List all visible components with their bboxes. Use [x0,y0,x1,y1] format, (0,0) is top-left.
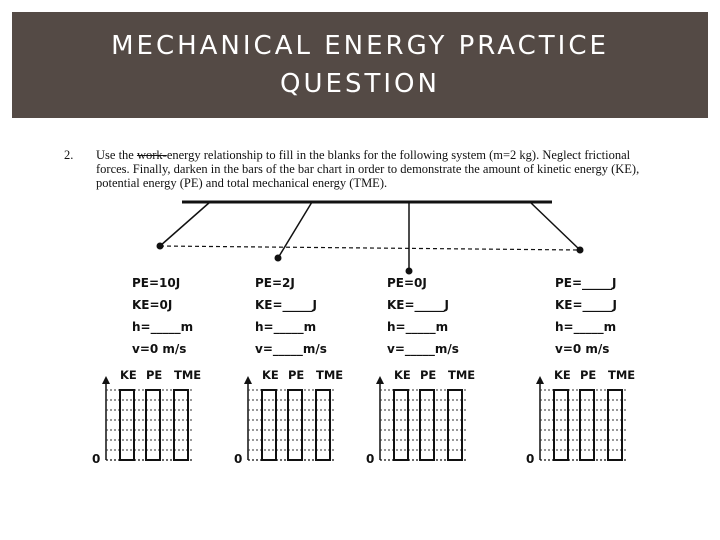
zero-label: 0 [92,452,101,466]
struck-word: work- [136,148,167,162]
zero-label: 0 [526,452,535,466]
ke-header: KE [120,368,137,382]
y-axis-arrow-icon [376,376,384,384]
ke-value: KE=_____J [555,298,618,312]
position-4-values [555,272,617,360]
tme-bar-outline [448,390,462,460]
bar-chart-frame [524,368,644,468]
zero-label: 0 [366,452,375,466]
pe-bar-outline [580,390,594,460]
y-axis-arrow-icon [102,376,110,384]
title-line-2: QUESTION [280,69,440,99]
question-text-rest: energy relationship to fill in the blanks for the following system (m=2 kg). Neglect frictional forces. Finally, darken in the bars of the bar chart in order to demonstrate the amount of kinetic energy (KE), potential energy (PE) and total mechanical energy (TME). [96,148,640,190]
pe-value: PE=0J [387,276,427,290]
pe-header: PE [580,368,597,382]
string-4 [530,202,580,250]
ball-position-1 [157,243,164,250]
ke-value: KE=_____J [387,298,450,312]
bar-chart-3 [364,368,484,468]
pe-bar-outline [420,390,434,460]
velocity-value: v=0 m/s [555,342,610,356]
bar-chart-1 [90,368,210,468]
height-value: h=_____m [387,320,449,334]
bar-chart-2 [232,368,352,468]
pe-header: PE [420,368,437,382]
velocity-value: v=_____m/s [255,342,327,356]
tme-header: TME [174,368,202,382]
bar-chart-frame [232,368,352,468]
pe-header: PE [146,368,163,382]
pe-header: PE [288,368,305,382]
ke-header: KE [262,368,279,382]
bar-chart-frame [90,368,210,468]
ke-header: KE [554,368,571,382]
ke-value: KE=_____J [255,298,318,312]
y-axis-arrow-icon [536,376,544,384]
height-value: h=_____m [555,320,617,334]
height-value: h=_____m [255,320,317,334]
pe-value: PE=2J [255,276,295,290]
string-2 [278,202,312,258]
height-reference-line [160,246,580,250]
pe-value: PE=_____J [555,276,617,290]
position-1-values [132,272,193,360]
ke-header: KE [394,368,411,382]
string-1 [160,202,210,246]
pe-bar-outline [288,390,302,460]
pe-bar-outline [146,390,160,460]
tme-bar-outline [316,390,330,460]
tme-header: TME [316,368,344,382]
ball-position-4 [577,247,584,254]
height-value: h=_____m [132,320,194,334]
tme-bar-outline [174,390,188,460]
ball-position-2 [275,255,282,262]
velocity-value: v=0 m/s [132,342,187,356]
question-text-start: Use the [96,148,137,162]
tme-header: TME [608,368,636,382]
tme-header: TME [448,368,476,382]
position-3-values [387,272,459,360]
tme-bar-outline [608,390,622,460]
question-number: 2. [64,148,74,162]
zero-label: 0 [234,452,243,466]
title-line-1: MECHANICAL ENERGY PRACTICE [111,31,609,61]
bar-chart-4 [524,368,644,468]
ke-value: KE=0J [132,298,173,312]
y-axis-arrow-icon [244,376,252,384]
position-2-values [255,272,327,360]
pe-value: PE=10J [132,276,181,290]
bar-chart-frame [364,368,484,468]
velocity-value: v=_____m/s [387,342,459,356]
